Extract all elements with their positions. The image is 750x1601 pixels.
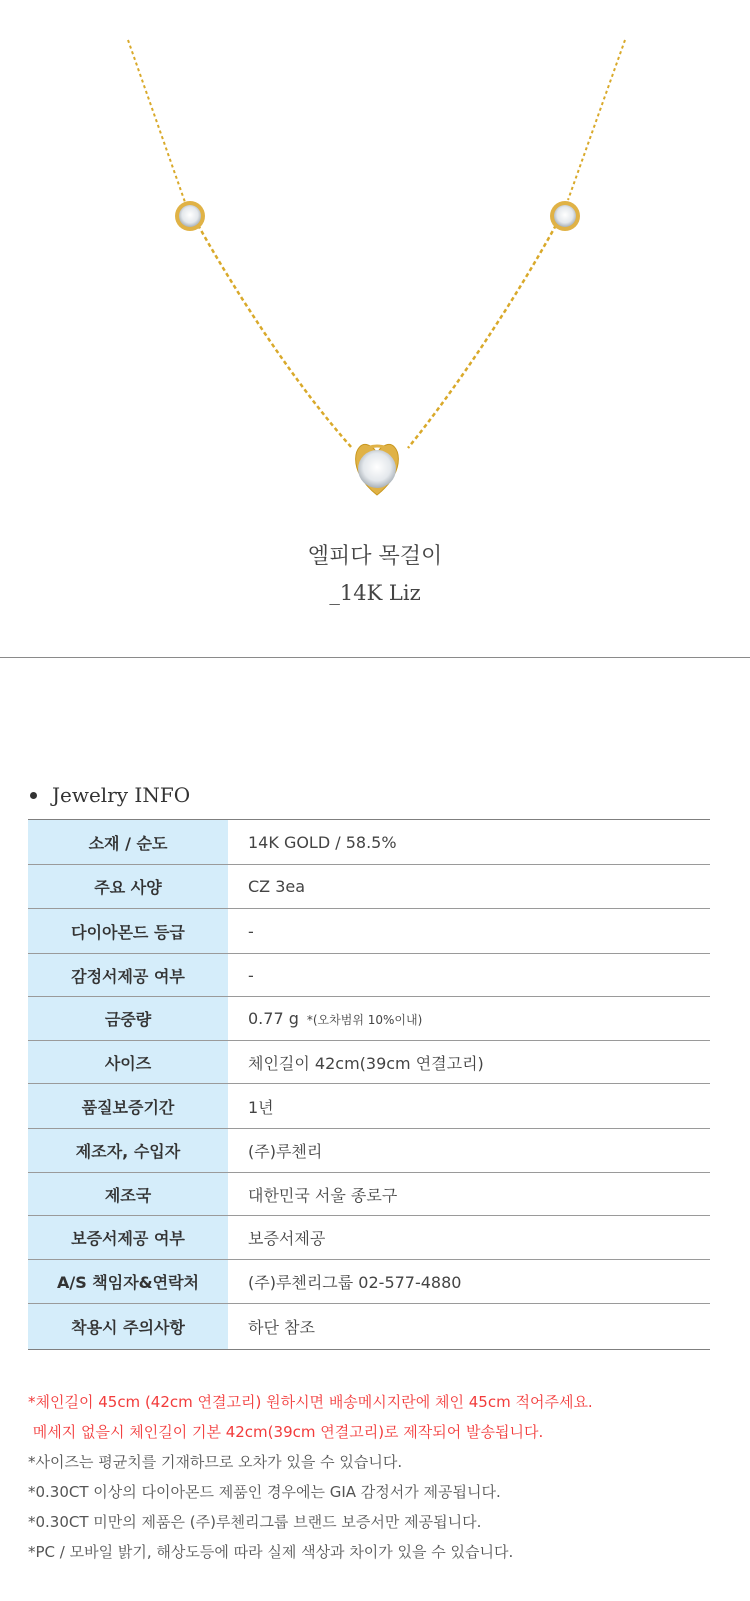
- row-label: 소재 / 순도: [28, 820, 228, 865]
- row-label: A/S 책임자&연락처: [28, 1260, 228, 1304]
- notice-item: *0.30CT 미만의 제품은 (주)루첸리그룹 브랜드 보증서만 제공됩니다.: [28, 1513, 482, 1531]
- row-label: 금중량: [28, 997, 228, 1041]
- chain-length-notice: *체인길이 45cm (42cm 연결고리) 원하시면 배송메시지란에 체인 45cm 적어주세요.: [28, 1393, 593, 1411]
- table-row: [28, 1084, 710, 1129]
- row-label: 감정서제공 여부: [28, 954, 228, 997]
- table-row: [28, 909, 710, 954]
- row-value: 대한민국 서울 종로구: [228, 1173, 710, 1216]
- row-label: 사이즈: [28, 1041, 228, 1084]
- row-label: 제조자, 수입자: [28, 1129, 228, 1173]
- row-value: 14K GOLD / 58.5%: [228, 820, 710, 865]
- row-value: -: [228, 909, 710, 954]
- row-label: 주요 사양: [28, 865, 228, 909]
- chain-default-notice: 메세지 없을시 체인길이 기본 42cm(39cm 연결고리)로 제작되어 발송됩니다.: [28, 1423, 544, 1441]
- row-label: 다이아몬드 등급: [28, 909, 228, 954]
- row-value: (주)루첸리: [228, 1129, 710, 1173]
- row-value: 보증서제공: [228, 1216, 710, 1260]
- row-value: 하단 참조: [248, 1318, 315, 1337]
- weight-note: *(오차범위 10%이내): [306, 1013, 423, 1027]
- notice-item: *사이즈는 평균치를 기재하므로 오차가 있을 수 있습니다.: [28, 1453, 403, 1471]
- row-value: 1년: [228, 1084, 710, 1129]
- notice-item: *0.30CT 이상의 다이아몬드 제품인 경우에는 GIA 감정서가 제공됩니다.: [28, 1483, 501, 1501]
- notice-item: *PC / 모바일 밝기, 해상도등에 따라 실제 색상과 차이가 있을 수 있습니다.: [28, 1543, 514, 1561]
- section-heading: [30, 783, 190, 807]
- weight-value: 0.77 g: [248, 1009, 299, 1028]
- row-value: (주)루첸리그룹 02-577-4880: [228, 1260, 710, 1304]
- table-row: [28, 820, 710, 865]
- row-value: CZ 3ea: [228, 865, 710, 909]
- row-label: 제조국: [28, 1173, 228, 1216]
- notice-list: [28, 1387, 728, 1567]
- table-row: [28, 1260, 710, 1304]
- row-label: 보증서제공 여부: [28, 1216, 228, 1260]
- table-row: [28, 1173, 710, 1216]
- product-name: 엘피다 목걸이: [307, 544, 443, 569]
- jewelry-info-table: [28, 819, 710, 1350]
- product-model: _14K Liz: [329, 581, 421, 605]
- table-row: [28, 865, 710, 909]
- table-row: [28, 954, 710, 997]
- bullet-icon: [30, 792, 37, 799]
- table-row: [28, 1304, 710, 1350]
- row-label: 품질보증기간: [28, 1084, 228, 1129]
- row-value: -: [228, 954, 710, 997]
- table-row: [28, 1041, 710, 1084]
- row-label: 착용시 주의사항: [28, 1304, 228, 1350]
- table-row: [28, 1129, 710, 1173]
- section-heading-label: Jewelry INFO: [52, 783, 191, 807]
- table-row: [28, 1216, 710, 1260]
- table-row: [28, 997, 710, 1041]
- product-image: [0, 0, 750, 520]
- row-value: 체인길이 42cm(39cm 연결고리): [228, 1041, 710, 1084]
- section-divider: [0, 657, 750, 658]
- row-value: [228, 997, 710, 1041]
- necklace-illustration: [0, 0, 750, 520]
